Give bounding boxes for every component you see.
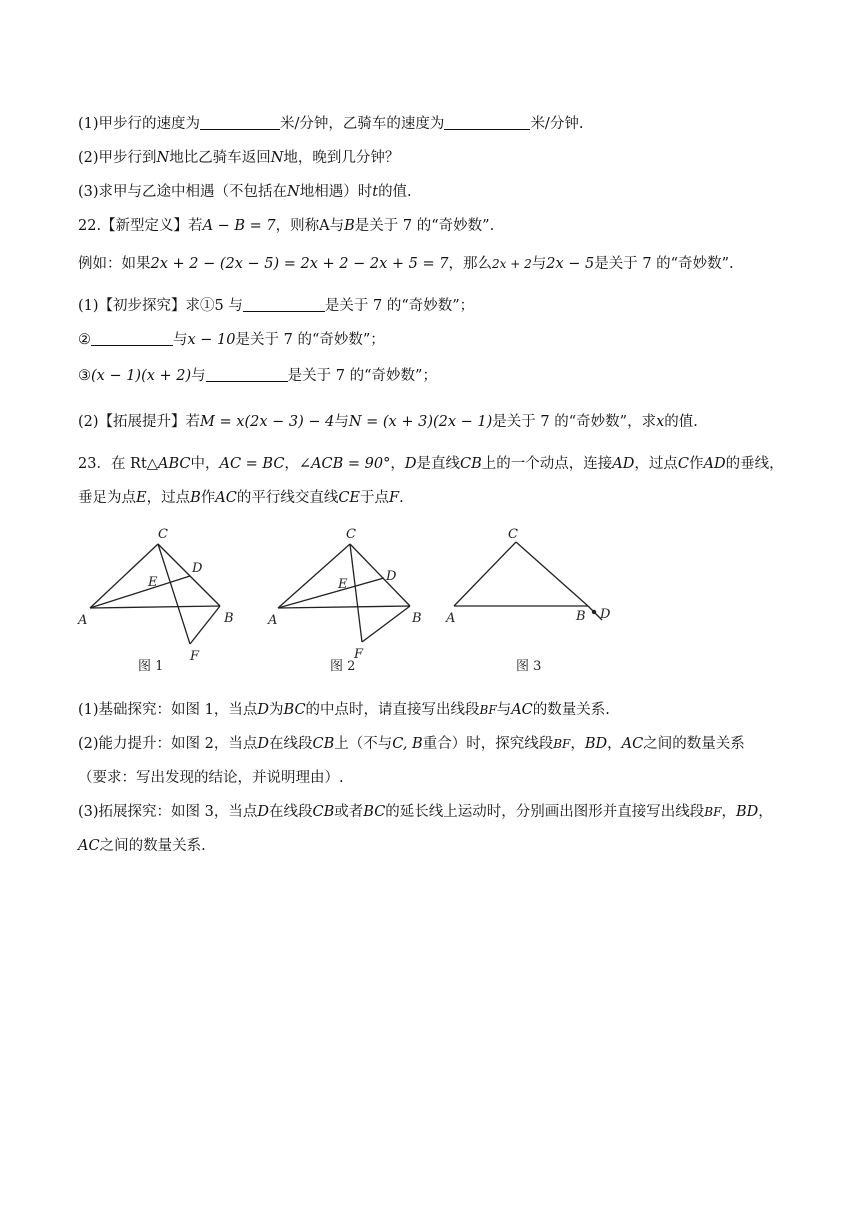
fig3-label-d: D: [600, 607, 611, 622]
fig3-segment-ac: [454, 542, 516, 606]
q23-stem-line2: 垂足为点E，过点B作AC的平行线交直线CE于点F.: [78, 490, 404, 506]
fig3-segment-cb: [516, 542, 588, 606]
q23-part2: (2)能力提升：如图 2，当点D在线段CB上（不与C, B重合）时，探究线段BF，BD，AC之间的数量关系: [78, 736, 745, 752]
geometry-figures: [72, 520, 632, 680]
q23-part2-requirement: （要求：写出发现的结论，并说明理由）.: [78, 770, 344, 786]
fig3-label-c: C: [508, 527, 518, 542]
fig1-label-a: A: [78, 613, 88, 628]
fig2-label-b: B: [412, 611, 422, 626]
q22-definition: 22.【新型定义】若A − B = 7，则称A与B是关于 7 的“奇妙数”.: [78, 218, 495, 234]
fig2-caption: 图 2: [330, 659, 356, 674]
fig1-segment-ab: [90, 606, 220, 608]
fig3-label-a: A: [446, 611, 456, 626]
fig2-label-f: F: [354, 647, 364, 662]
q22-part2: (2)【拓展提升】若M = x(2x − 3) − 4与N = (x + 3)(2x − 1)是关于 7 的“奇妙数”，求x的值.: [78, 414, 698, 430]
fig1-label-f: F: [190, 649, 200, 664]
q23-stem-line1: 23．在 Rt△ABC中，AC = BC，∠ACB = 90°，D是直线CB上的一个动点，连接AD，过点C作AD的垂线，: [78, 456, 784, 472]
fig1-segment-cf: [158, 544, 190, 644]
q22-example: 例如：如果2x + 2 − (2x − 5) = 2x + 2 − 2x + 5 = 7，那么2x + 2与2x − 5是关于 7 的“奇妙数”.: [78, 256, 734, 272]
q23-part3: (3)拓展探究：如图 3，当点D在线段CB或者BC的延长线上运动时，分别画出图形并直接写出线段BF，BD，: [78, 804, 773, 820]
fig2-segment-cf: [350, 544, 362, 642]
q21-part3: (3)求甲与乙途中相遇（不包括在N地相遇）时t的值.: [78, 184, 412, 200]
fig2-segment-cb: [350, 544, 410, 606]
fig2-label-c: C: [346, 527, 356, 542]
fig2-segment-bf: [362, 606, 410, 642]
fig1-label-d: D: [192, 561, 203, 576]
fig1-label-c: C: [158, 527, 168, 542]
answer-blank: [91, 331, 173, 346]
answer-blank: [444, 115, 530, 130]
answer-blank: [206, 367, 288, 382]
fig2-label-e: E: [338, 577, 348, 592]
q23-figures: [72, 520, 632, 680]
fig2-label-a: A: [268, 613, 278, 628]
q21-part1: (1)甲步行的速度为 米/分钟，乙骑车的速度为 米/分钟.: [78, 116, 584, 132]
fig3-point-d: [592, 610, 596, 614]
fig1-label-e: E: [148, 575, 158, 590]
q23-part1: (1)基础探究：如图 1，当点D为BC的中点时，请直接写出线段BF与AC的数量关系.: [78, 702, 610, 718]
answer-blank: [200, 115, 280, 130]
q22-part1-b: ② 与x − 10是关于 7 的“奇妙数”；: [78, 332, 385, 348]
fig2-segment-ab: [278, 606, 410, 608]
q21-part2: (2)甲步行到N地比乙骑车返回N地，晚到几分钟？: [78, 150, 400, 166]
q23-part3-cont: AC之间的数量关系.: [78, 838, 206, 854]
fig2-label-d: D: [386, 569, 397, 584]
q22-part1: (1)【初步探究】求①5 与 是关于 7 的“奇妙数”；: [78, 298, 475, 314]
fig1-segment-bf: [190, 606, 220, 644]
q22-part1-c: ③(x − 1)(x + 2)与 是关于 7 的“奇妙数”；: [78, 368, 437, 384]
fig1-label-b: B: [224, 611, 234, 626]
answer-blank: [243, 297, 325, 312]
fig3-label-b: B: [576, 609, 586, 624]
fig1-caption: 图 1: [138, 659, 164, 674]
fig1-segment-ad: [90, 576, 190, 608]
fig3-caption: 图 3: [516, 659, 542, 674]
